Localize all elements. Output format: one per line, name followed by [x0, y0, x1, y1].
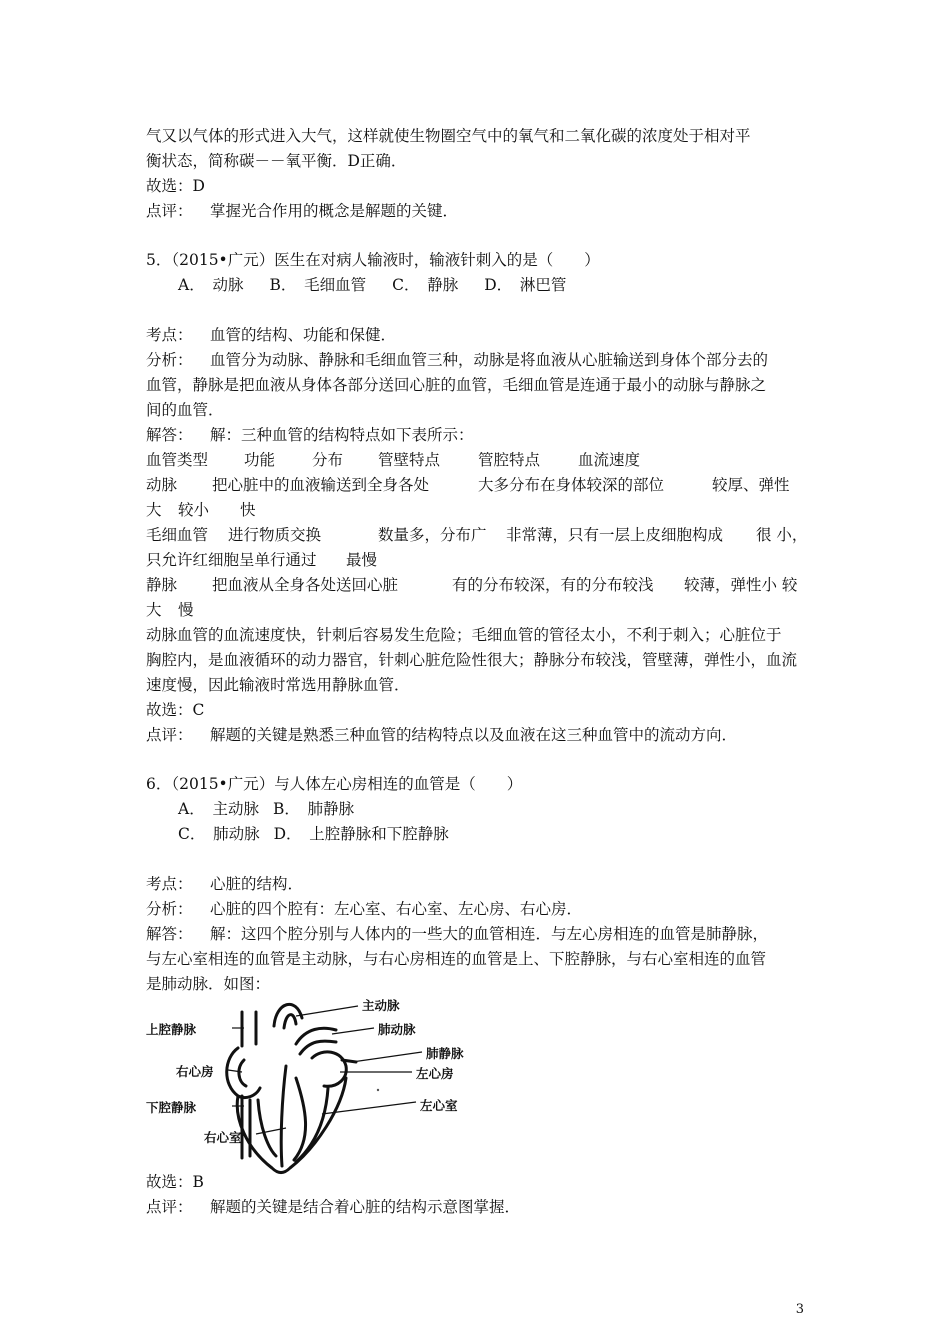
q6-comment — [146, 1195, 520, 1219]
q6-fenxi — [146, 897, 582, 921]
q6-option-d: D． 上腔静脉和下腔静脉 — [273, 825, 449, 843]
jieda-text: 解：这四个腔分别与人体内的一些大的血管相连．与左心房相连的血管是肺静脉， — [210, 925, 769, 943]
q5-answer: 故选：C — [146, 701, 205, 719]
q5-explain-2: 胸腔内，是血液循环的动力器官，针刺心脏危险性很大；静脉分布较浅，管壁薄，弹性小，血流 — [146, 651, 798, 669]
q6-kaodian — [146, 872, 303, 896]
page-number: 3 — [795, 1302, 804, 1317]
table-cell: 较小 — [178, 501, 210, 519]
kaodian-label: 考点： — [146, 875, 193, 893]
comment-label: 点评： — [146, 202, 193, 220]
label-pulmonary-artery: 肺动脉 — [378, 1022, 416, 1037]
q5-fenxi-1 — [146, 348, 768, 372]
intro-line-2: 衡状态，简称碳－－氧平衡．D正确． — [146, 152, 407, 170]
jieda-label: 解答： — [146, 426, 193, 444]
fenxi-text: 心脏的四个腔有：左心室、右心室、左心房、右心房． — [210, 900, 583, 918]
q5-option-d: D． 淋巴管 — [484, 276, 567, 294]
q6-option-c: C． 肺动脉 — [178, 825, 260, 843]
table-header-cell: 血流速度 — [578, 451, 641, 469]
q5-fenxi-3: 间的血管． — [146, 401, 224, 419]
q5-options — [146, 273, 592, 297]
table-cell: 大 — [146, 601, 162, 619]
q5-fenxi-2: 血管，静脉是把血液从身体各部分送回心脏的血管，毛细血管是连通于最小的动脉与静脉之 — [146, 376, 767, 394]
table-row-vein-cont — [146, 598, 194, 622]
heart-diagram — [146, 988, 496, 1178]
table-cell: 非常薄，只有一层上皮细胞构成 — [506, 526, 724, 544]
q6-options-row-2 — [146, 822, 475, 846]
comment-text: 解题的关键是结合着心脏的结构示意图掌握． — [210, 1198, 521, 1216]
intro-comment — [146, 199, 458, 223]
table-cell: 较厚、弹性 — [712, 476, 790, 494]
q5-kaodian — [146, 323, 396, 347]
kaodian-label: 考点： — [146, 326, 193, 344]
q5-explain-1: 动脉血管的血流速度快，针刺后容易发生危险；毛细血管的管径太小，不利于刺入；心脏位于 — [146, 626, 782, 644]
table-header-cell: 管腔特点 — [478, 451, 541, 469]
table-row-capillary-cont — [146, 548, 377, 572]
q6-jieda-1 — [146, 922, 768, 946]
fenxi-label: 分析： — [146, 351, 193, 369]
q5-option-c: C． 静脉 — [392, 276, 459, 294]
table-cell: 有的分布较深，有的分布较浅 — [452, 576, 654, 594]
table-row-vein — [146, 573, 797, 597]
table-cell: 数量多，分布广 — [378, 526, 487, 544]
q6-options-row-1 — [146, 797, 380, 821]
label-superior-vena-cava: 上腔静脉 — [146, 1022, 197, 1037]
label-left-atrium: 左心房 — [416, 1066, 454, 1081]
q5-option-b: B． 毛细血管 — [269, 276, 367, 294]
table-cell: 快 — [240, 501, 256, 519]
intro-line-1: 气又以气体的形式进入大气，这样就使生物圈空气中的氧气和二氧化碳的浓度处于相对平 — [146, 127, 751, 145]
q5-jieda — [146, 423, 474, 447]
kaodian-text: 血管的结构、功能和保健． — [210, 326, 397, 344]
heart-drawing — [146, 988, 496, 1178]
table-header-cell: 分布 — [312, 451, 344, 469]
label-aorta: 主动脉 — [362, 998, 400, 1013]
q5-stem: 5．（2015•广元）医生在对病人输液时，输液针刺入的是（ ） — [146, 251, 600, 269]
table-row-artery — [146, 473, 790, 497]
table-cell: 大多分布在身体较深的部位 — [478, 476, 665, 494]
table-header-cell: 功能 — [244, 451, 276, 469]
label-inferior-vena-cava: 下腔静脉 — [146, 1100, 197, 1115]
q5-explain-3: 速度慢，因此输液时常选用静脉血管． — [146, 676, 410, 694]
table-cell: 大 — [146, 501, 162, 519]
q5-option-a: A． 动脉 — [178, 276, 244, 294]
table-cell: 动脉 — [146, 476, 178, 494]
q5-comment — [146, 723, 737, 747]
comment-text: 解题的关键是熟悉三种血管的结构特点以及血液在这三种血管中的流动方向． — [210, 726, 738, 744]
table-cell: 最慢 — [346, 551, 378, 569]
q6-stem: 6．（2015•广元）与人体左心房相连的血管是（ ） — [146, 775, 523, 793]
q6-option-a: A． 主动脉 — [178, 800, 259, 818]
table-cell: 进行物质交换 — [228, 526, 322, 544]
table-row-capillary — [146, 523, 807, 547]
label-right-atrium: 右心房 — [176, 1064, 214, 1079]
table-header-cell: 血管类型 — [146, 451, 209, 469]
fenxi-text: 血管分为动脉、静脉和毛细血管三种，动脉是将血液从心脏输送到身体个部分去的 — [210, 351, 769, 369]
table-cell: 慢 — [178, 601, 194, 619]
table-cell: 静脉 — [146, 576, 178, 594]
q6-jieda-2: 与左心室相连的血管是主动脉，与右心房相连的血管是上、下腔静脉，与右心室相连的血管 — [146, 950, 767, 968]
q6-jieda-3: 是肺动脉．如图： — [146, 975, 271, 993]
table-row-artery-cont — [146, 498, 256, 522]
fenxi-label: 分析： — [146, 900, 193, 918]
jieda-text: 解：三种血管的结构特点如下表所示： — [210, 426, 474, 444]
table-header-cell: 管壁特点 — [378, 451, 441, 469]
table-cell: 很 小， — [756, 526, 808, 544]
kaodian-text: 心脏的结构． — [210, 875, 304, 893]
table-cell: 把心脏中的血液输送到全身各处 — [212, 476, 430, 494]
table-cell: 毛细血管 — [146, 526, 209, 544]
label-left-ventricle: 左心室 — [420, 1098, 458, 1113]
comment-label: 点评： — [146, 726, 193, 744]
comment-label: 点评： — [146, 1198, 193, 1216]
comment-text: 掌握光合作用的概念是解题的关键． — [210, 202, 459, 220]
q6-option-b: B． 肺静脉 — [272, 800, 355, 818]
label-right-ventricle: 右心室 — [204, 1130, 242, 1145]
table-header-row — [146, 448, 640, 472]
jieda-label: 解答： — [146, 925, 193, 943]
intro-answer: 故选：D — [146, 177, 205, 195]
table-cell: 较薄，弹性小 较 — [684, 576, 798, 594]
label-pulmonary-vein: 肺静脉 — [426, 1046, 464, 1061]
table-cell: 只允许红细胞呈单行通过 — [146, 551, 317, 569]
q6-answer: 故选：B — [146, 1173, 204, 1191]
table-cell: 把血液从全身各处送回心脏 — [212, 576, 399, 594]
